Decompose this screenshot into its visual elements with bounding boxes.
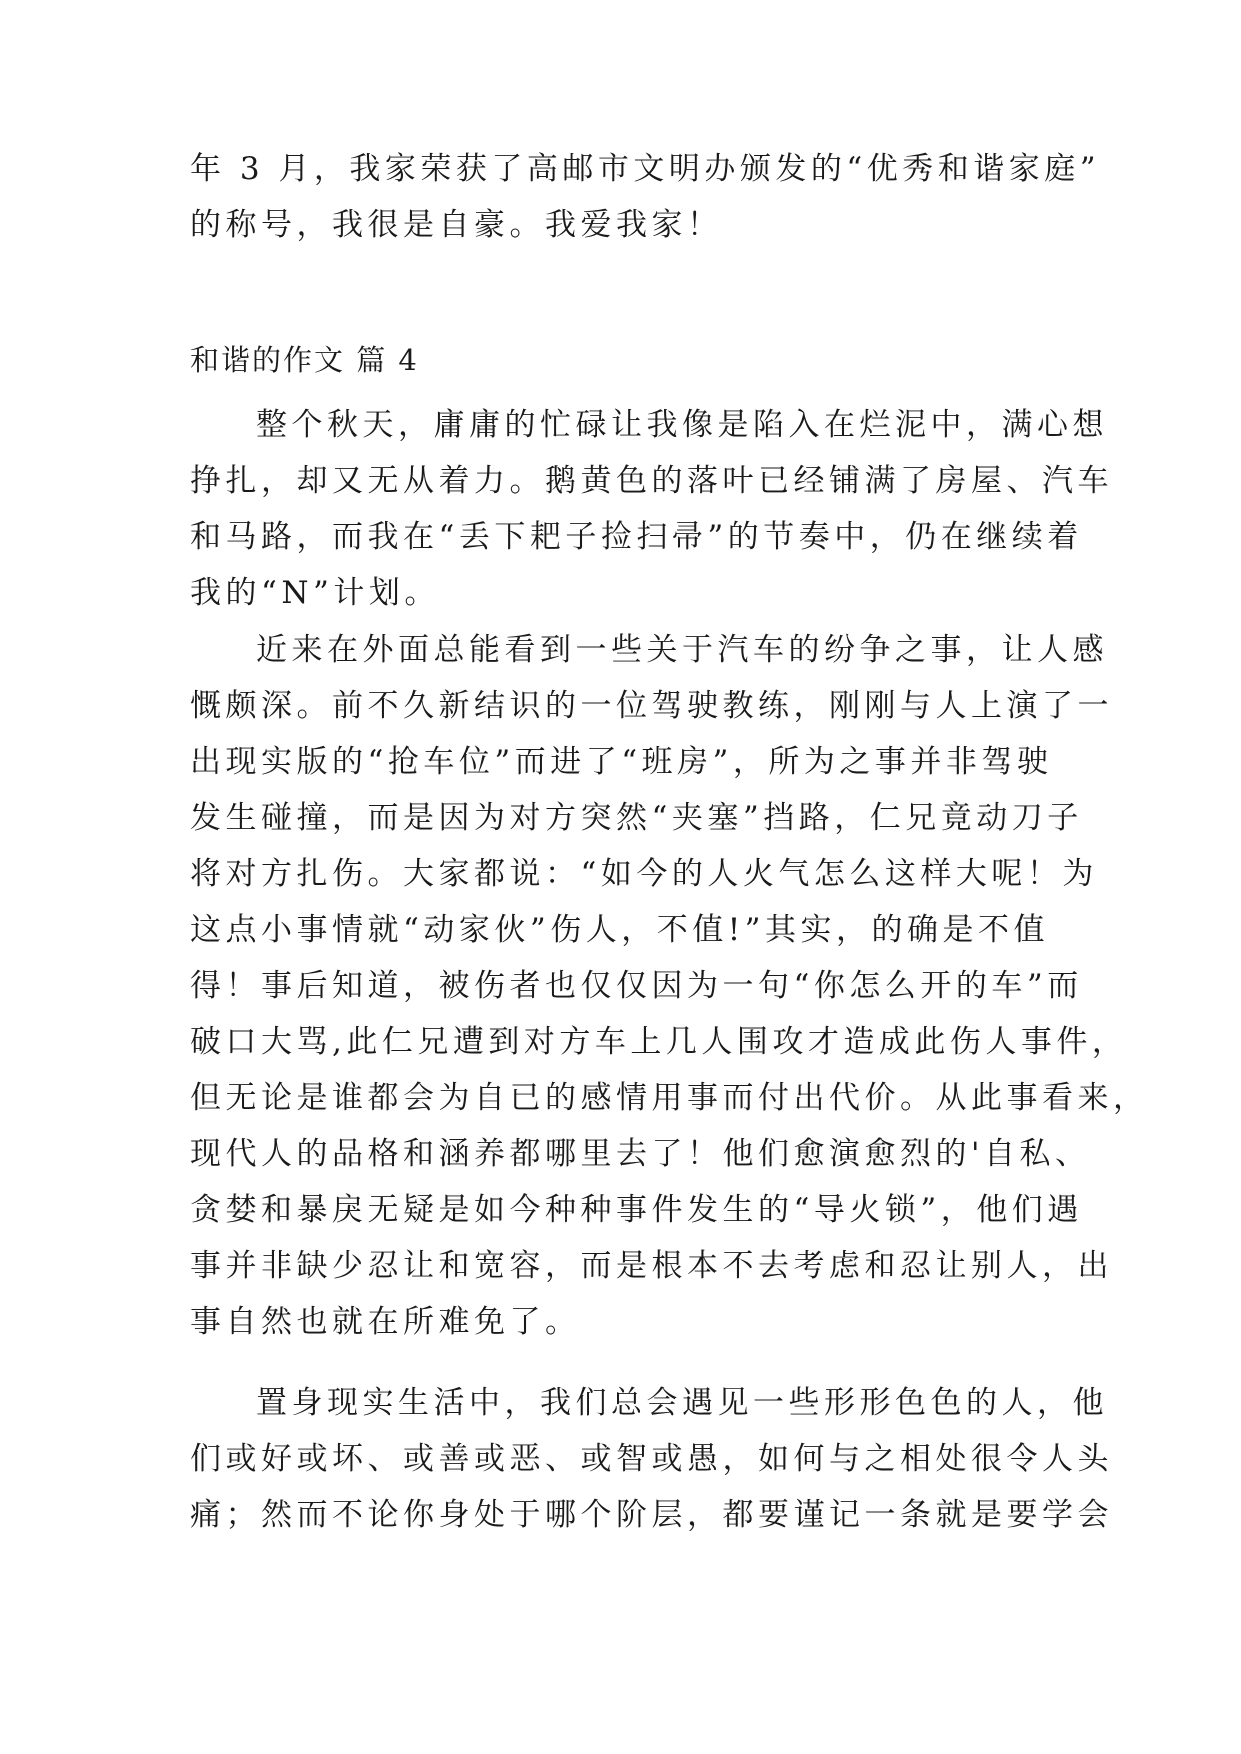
paragraph-2 [190, 630, 1149, 1342]
text-line: 慨颇深。前不久新结识的一位驾驶教练，刚刚与人上演了一 [190, 688, 1113, 724]
text-line: 痛；然而不论你身处于哪个阶层，都要谨记一条就是要学会 [190, 1497, 1113, 1533]
text-line: 破口大骂,此仁兄遭到对方车上几人围攻才造成此伤人事件， [190, 1024, 1128, 1060]
text-line: 这点小事情就“动家伙”伤人，不值!”其实，的确是不值 [190, 912, 1049, 948]
text-line: 整个秋天，庸庸的忙碌让我像是陷入在烂泥中，满心想 [256, 407, 1108, 443]
text-line: 贪婪和暴戾无疑是如今种种事件发生的“导火锁”，他们遇 [190, 1192, 1083, 1228]
paragraph-3 [190, 1383, 1113, 1535]
text-line: 挣扎，却又无从着力。鹅黄色的落叶已经铺满了房屋、汽车 [190, 463, 1113, 499]
text-line: 但无论是谁都会为自已的感情用事而付出代价。从此事看来， [190, 1080, 1149, 1116]
section-heading: 和谐的作文 篇 4 [190, 343, 419, 377]
text-line: 事并非缺少忍让和宽容，而是根本不去考虑和忍让别人，出 [190, 1248, 1113, 1284]
text-line: 得！事后知道，被伤者也仅仅因为一句“你怎么开的车”而 [190, 968, 1083, 1004]
text-line: 近来在外面总能看到一些关于汽车的纷争之事，让人感 [256, 632, 1108, 668]
text-line: 我的“N”计划。 [190, 575, 440, 611]
text-line: 将对方扎伤。大家都说：“如今的人火气怎么这样大呢！为 [190, 856, 1098, 892]
text-line: 置身现实生活中，我们总会遇见一些形形色色的人，他 [256, 1385, 1108, 1421]
intro-paragraph [190, 149, 1101, 245]
text-line: 出现实版的“抢车位”而进了“班房”，所为之事并非驾驶 [190, 744, 1053, 780]
text-line: 们或好或坏、或善或恶、或智或愚，如何与之相处很令人头 [190, 1441, 1113, 1477]
text-line: 现代人的品格和涵养都哪里去了！他们愈演愈烈的'自私、 [190, 1136, 1091, 1172]
text-line: 事自然也就在所难免了。 [190, 1304, 581, 1340]
text-line: 年 3 月，我家荣获了高邮市文明办颁发的“优秀和谐家庭” [190, 151, 1101, 187]
text-line: 和马路，而我在“丢下耙子捡扫帚”的节奏中，仍在继续着 [190, 519, 1083, 555]
paragraph-1 [190, 405, 1113, 613]
text-line: 发生碰撞，而是因为对方突然“夹塞”挡路，仁兄竟动刀子 [190, 800, 1083, 836]
text-line: 的称号，我很是自豪。我爱我家！ [190, 207, 723, 243]
